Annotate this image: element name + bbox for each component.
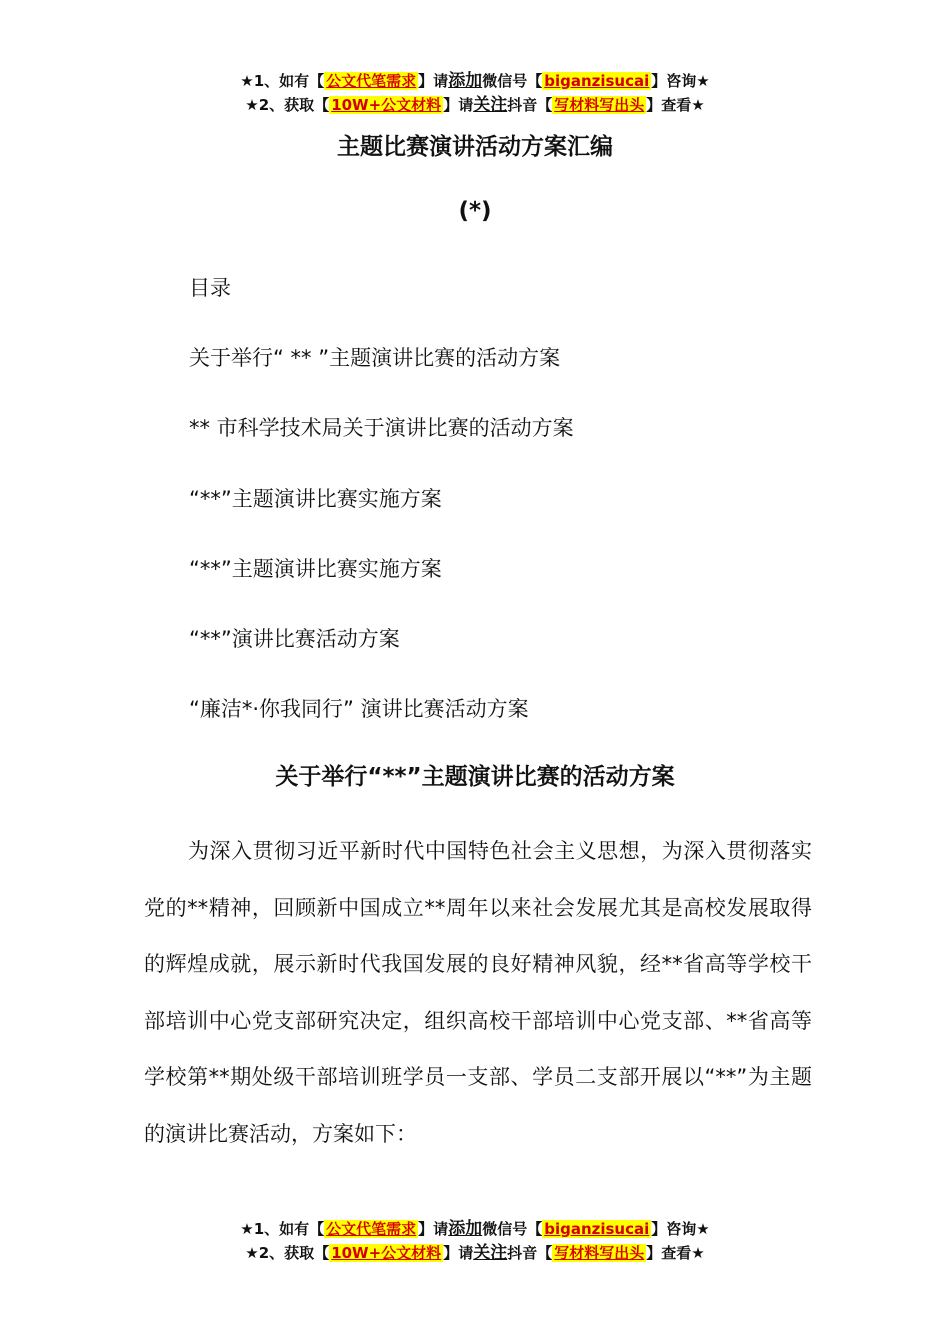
banner-line-2: [0, 1241, 950, 1265]
banner-emphasis: 关注: [473, 95, 508, 115]
toc-item: “廉洁*·你我同行” 演讲比赛活动方案: [189, 697, 529, 721]
banner-text: 】咨询★: [651, 72, 710, 90]
document-subtitle: (*): [458, 198, 492, 224]
banner-text: 】请: [443, 1244, 474, 1262]
banner-text: 抖音【: [507, 96, 553, 114]
toc-item: “**”主题演讲比赛实施方案: [189, 557, 442, 581]
banner-text: 】咨询★: [651, 1220, 710, 1238]
body-paragraph: 为深入贯彻习近平新时代中国特色社会主义思想，为深入贯彻落实党的**精神，回顾新中国成立**周年以来社会发展尤其是高校发展取得的辉煌成就，展示新时代我国发展的良好精神风貌，经**省高等学校干部培训中心党支部研究决定，组织高校干部培训中心党支部、**省高等学校第**期处级干部培训班学员一支部、学员二支部开展以“**”为主题的演讲比赛活动，方案如下：: [144, 839, 812, 1146]
banner-emphasis: 添加: [448, 71, 483, 91]
banner-text: 】请: [418, 1220, 449, 1238]
banner-line-1: [0, 1217, 950, 1241]
banner-emphasis: 添加: [448, 1219, 483, 1239]
banner-highlight: 10W+公文材料: [331, 96, 442, 114]
banner-emphasis: 关注: [473, 1243, 508, 1263]
banner-text: 抖音【: [507, 1244, 553, 1262]
banner-text: 微信号【: [482, 72, 543, 90]
banner-douyin-id: 写材料写出头: [554, 1244, 645, 1262]
banner-text: 】请: [443, 96, 474, 114]
banner-text: ★1、如有【: [240, 72, 325, 90]
banner-text: 】请: [418, 72, 449, 90]
header-banner: [0, 69, 950, 117]
banner-highlight: 公文代笔需求: [326, 1220, 417, 1238]
section-title: 关于举行“**”主题演讲比赛的活动方案: [275, 764, 675, 790]
banner-text: 微信号【: [482, 1220, 543, 1238]
banner-wechat-id: biganzisucai: [544, 72, 650, 90]
banner-wechat-id: biganzisucai: [544, 1220, 650, 1238]
banner-text: ★2、获取【: [245, 1244, 330, 1262]
banner-line-1: [0, 69, 950, 93]
toc-heading: 目录: [189, 276, 231, 300]
banner-highlight: 公文代笔需求: [326, 72, 417, 90]
banner-text: 】查看★: [646, 1244, 705, 1262]
banner-line-2: [0, 93, 950, 117]
document-title: 主题比赛演讲活动方案汇编: [337, 134, 613, 160]
banner-highlight: 10W+公文材料: [331, 1244, 442, 1262]
footer-banner: [0, 1217, 950, 1265]
banner-text: ★1、如有【: [240, 1220, 325, 1238]
banner-douyin-id: 写材料写出头: [554, 96, 645, 114]
banner-text: 】查看★: [646, 96, 705, 114]
toc-item: 关于举行“ ** ”主题演讲比赛的活动方案: [189, 346, 561, 370]
toc-item: “**”演讲比赛活动方案: [189, 627, 400, 651]
toc-item: ** 市科学技术局关于演讲比赛的活动方案: [189, 416, 574, 440]
toc-item: “**”主题演讲比赛实施方案: [189, 487, 442, 511]
banner-text: ★2、获取【: [245, 96, 330, 114]
